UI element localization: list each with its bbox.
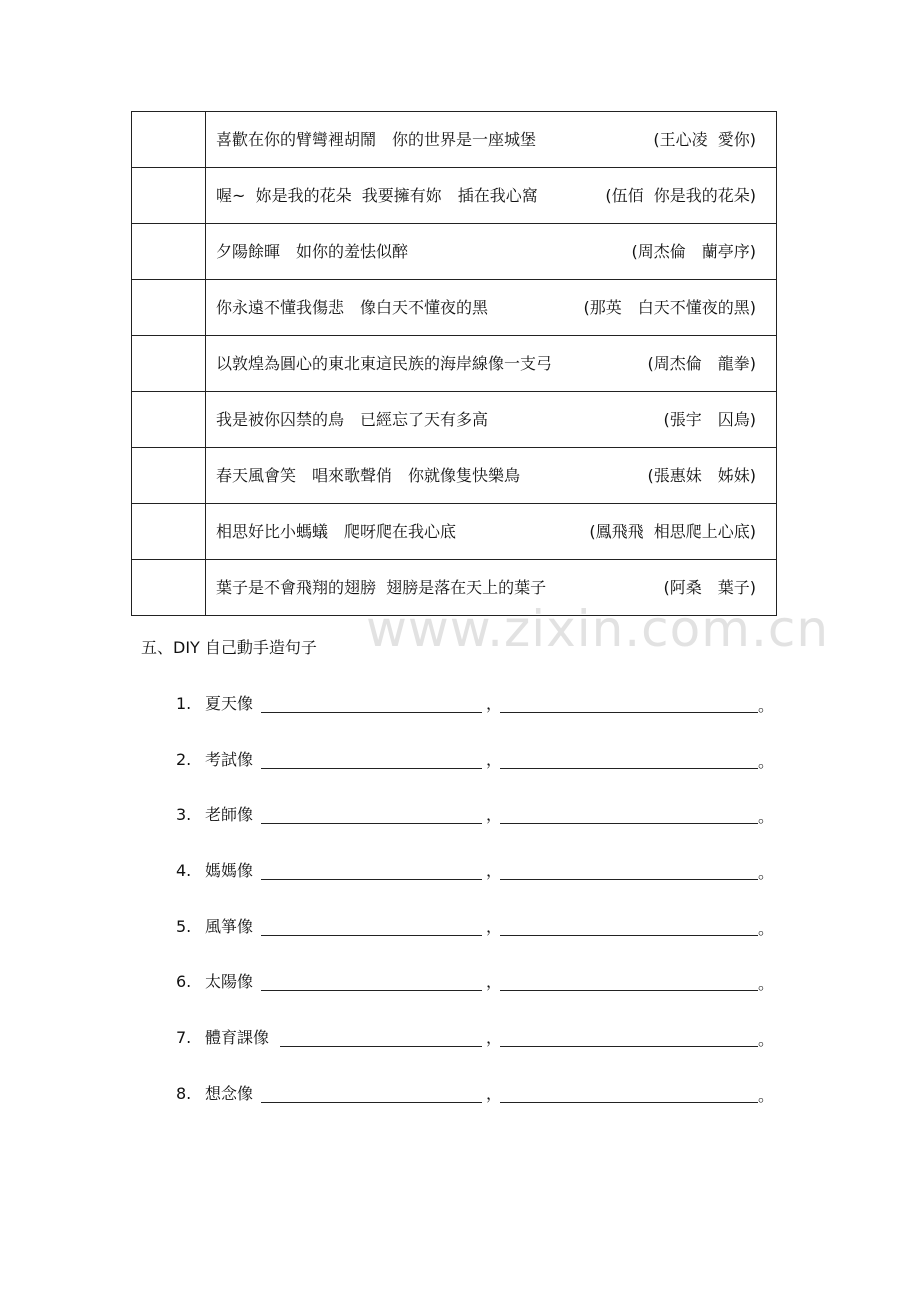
table-row <box>132 504 777 560</box>
table-row <box>132 112 777 168</box>
exercise-number: 2. <box>176 749 192 769</box>
lyric-text: 我是被你囚禁的鳥 已經忘了天有多高 <box>216 409 489 429</box>
table-row <box>132 336 777 392</box>
answer-blank-first[interactable] <box>261 1102 482 1103</box>
lyric-text: 喔~ 妳是我的花朵 我要擁有妳 插在我心窩 <box>216 185 538 205</box>
empty-cell <box>132 224 206 280</box>
answer-blank-first[interactable] <box>280 1046 482 1047</box>
comma-mark: ， <box>486 972 503 992</box>
answer-blank-second[interactable] <box>500 935 758 936</box>
exercise-list <box>176 694 776 1140</box>
answer-blank-second[interactable] <box>500 990 758 991</box>
lyric-source: (那英 白天不懂夜的黑) <box>583 297 756 317</box>
lyrics-table <box>131 111 777 616</box>
answer-blank-first[interactable] <box>261 879 482 880</box>
comma-mark: ， <box>486 1083 503 1103</box>
lyric-text: 以敦煌為圓心的東北東這民族的海岸線像一支弓 <box>216 353 553 373</box>
empty-cell <box>132 280 206 336</box>
exercise-number: 1. <box>176 694 192 713</box>
answer-blank-second[interactable] <box>500 768 758 769</box>
empty-cell <box>132 112 206 168</box>
lyric-source: (伍佰 你是我的花朵) <box>605 185 756 205</box>
exercise-prompt: 體育課像 <box>205 1028 270 1048</box>
exercise-prompt: 考試像 <box>205 749 254 769</box>
exercise-number: 3. <box>176 805 192 825</box>
table-row <box>132 392 777 448</box>
lyric-text: 你永遠不懂我傷悲 像白天不懂夜的黑 <box>216 297 489 317</box>
comma-mark: ， <box>486 749 503 769</box>
empty-cell <box>132 448 206 504</box>
empty-cell <box>132 336 206 392</box>
period-mark: 。 <box>758 1085 775 1105</box>
period-mark: 。 <box>758 1030 775 1050</box>
answer-blank-second[interactable] <box>500 879 758 880</box>
lyric-source: (張惠妹 姊妹) <box>647 465 756 485</box>
exercise-item <box>176 805 776 861</box>
answer-blank-second[interactable] <box>500 1102 758 1103</box>
period-mark: 。 <box>758 807 775 827</box>
lyric-source: (阿桑 葉子) <box>663 577 756 597</box>
exercise-item <box>176 917 776 973</box>
lyric-cell <box>206 112 777 168</box>
table-row <box>132 280 777 336</box>
lyric-source: (周杰倫 蘭亭序) <box>631 241 756 261</box>
lyric-source: (王心凌 愛你) <box>653 129 756 149</box>
lyric-source: (鳳飛飛 相思爬上心底) <box>589 521 756 541</box>
period-mark: 。 <box>758 974 775 994</box>
empty-cell <box>132 504 206 560</box>
exercise-item <box>176 1028 776 1084</box>
lyric-text: 夕陽餘暉 如你的羞怯似醉 <box>216 241 409 261</box>
answer-blank-first[interactable] <box>261 823 482 824</box>
exercise-prompt: 老師像 <box>205 805 254 825</box>
exercise-number: 7. <box>176 1028 192 1048</box>
exercise-prompt: 夏天像 <box>205 694 254 713</box>
empty-cell <box>132 560 206 616</box>
answer-blank-first[interactable] <box>261 768 482 769</box>
exercise-item <box>176 750 776 806</box>
empty-cell <box>132 168 206 224</box>
comma-mark: ， <box>486 805 503 825</box>
lyric-cell <box>206 448 777 504</box>
answer-blank-first[interactable] <box>261 935 482 936</box>
empty-cell <box>132 392 206 448</box>
lyric-source: (周杰倫 龍拳) <box>647 353 756 373</box>
exercise-item <box>176 972 776 1028</box>
lyric-cell <box>206 336 777 392</box>
comma-mark: ， <box>486 916 503 936</box>
answer-blank-second[interactable] <box>500 823 758 824</box>
exercise-item <box>176 1084 776 1140</box>
lyric-cell <box>206 392 777 448</box>
exercise-item <box>176 694 776 750</box>
lyric-cell <box>206 224 777 280</box>
exercise-prompt: 太陽像 <box>205 972 254 992</box>
exercise-number: 6. <box>176 972 192 992</box>
period-mark: 。 <box>758 918 775 938</box>
comma-mark: ， <box>486 861 503 881</box>
exercise-prompt: 媽媽像 <box>205 861 254 881</box>
lyric-source: (張宇 囚鳥) <box>663 409 756 429</box>
answer-blank-second[interactable] <box>500 712 758 713</box>
lyric-cell <box>206 168 777 224</box>
exercise-number: 4. <box>176 861 192 881</box>
answer-blank-second[interactable] <box>500 1046 758 1047</box>
period-mark: 。 <box>758 863 775 883</box>
exercise-prompt: 想念像 <box>205 1083 254 1103</box>
lyric-cell <box>206 504 777 560</box>
lyric-cell <box>206 280 777 336</box>
lyric-text: 春天風會笑 唱來歌聲俏 你就像隻快樂鳥 <box>216 465 521 485</box>
lyric-text: 喜歡在你的臂彎裡胡鬧 你的世界是一座城堡 <box>216 129 537 149</box>
lyric-text: 相思好比小螞蟻 爬呀爬在我心底 <box>216 521 457 541</box>
comma-mark: ， <box>486 694 503 713</box>
exercise-prompt: 風箏像 <box>205 916 254 936</box>
answer-blank-first[interactable] <box>261 990 482 991</box>
watermark: www.zixin.com.cn <box>366 600 830 658</box>
period-mark: 。 <box>758 696 775 715</box>
section-title: 五、DIY 自己動手造句子 <box>141 638 317 657</box>
table-row <box>132 448 777 504</box>
answer-blank-first[interactable] <box>261 712 482 713</box>
table-row <box>132 168 777 224</box>
exercise-number: 8. <box>176 1083 192 1103</box>
period-mark: 。 <box>758 751 775 771</box>
exercise-number: 5. <box>176 916 192 936</box>
comma-mark: ， <box>486 1028 503 1048</box>
exercise-item <box>176 861 776 917</box>
table-row <box>132 224 777 280</box>
lyric-text: 葉子是不會飛翔的翅膀 翅膀是落在天上的葉子 <box>216 577 547 597</box>
